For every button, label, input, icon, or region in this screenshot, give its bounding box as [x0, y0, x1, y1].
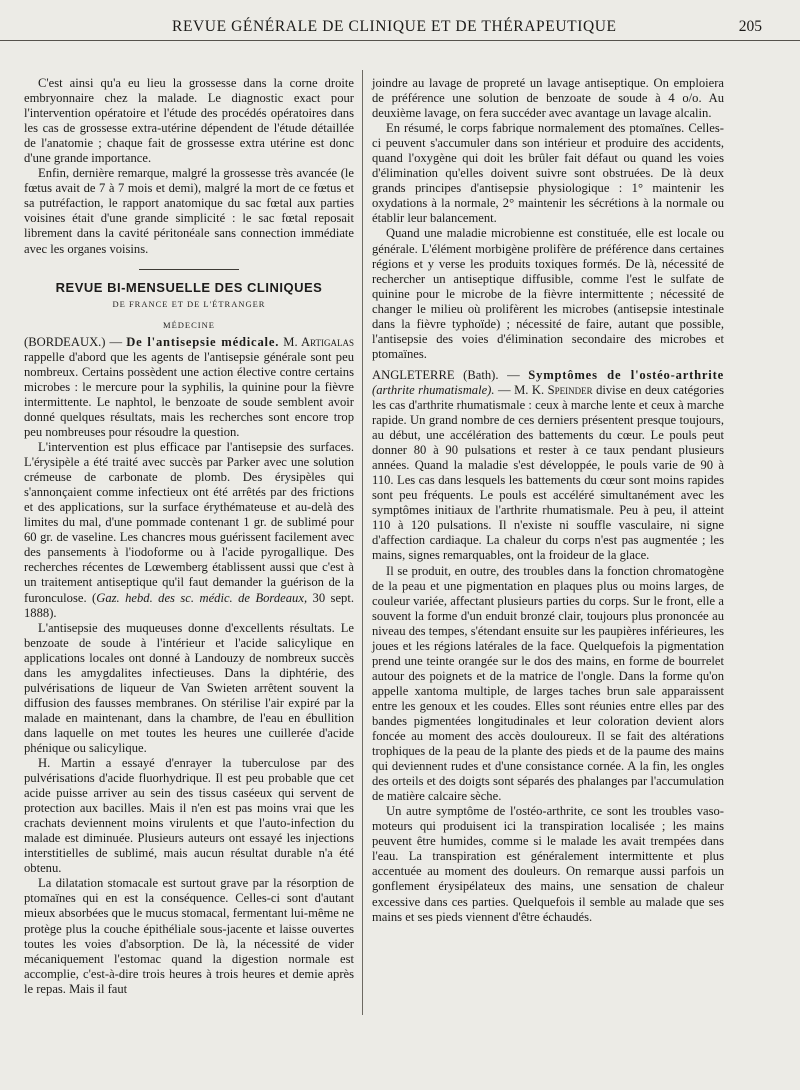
column-divider	[362, 70, 363, 1015]
article-osteo-arthrite	[372, 368, 724, 564]
journal-title: REVUE GÉNÉRALE DE CLINIQUE ET DE THÉRAPEUTIQUE	[172, 18, 617, 35]
paragraph: joindre au lavage de propreté un lavage antiseptique. On emploiera de préférence une solution de benzoate de soude à 4 o/o. Au deuxième lavage, on fera succéder avec avantage un lavage alcalin.	[372, 76, 724, 121]
citation: Gaz. hebd. des sc. médic. de Bordeaux,	[96, 590, 308, 605]
article-place: ANGLETERRE (Bath). —	[372, 367, 520, 382]
running-header	[0, 16, 800, 41]
section-category: MÉDECINE	[163, 319, 215, 330]
paragraph: En résumé, le corps fabrique normalement des ptomaïnes. Celles-ci peuvent s'accumuler dans son intérieur et produire des accidents, quand l'oxygène qui doit les brûler fait défaut ou quand les voies d'élimination qu'elles doivent suivre sont obstruées. De là deux grands principes d'antisepsie physiologique : 1° maintenir les oxydations à la normale, 2° maintenir les sécrétions à la normale ou établir leur balancement.	[372, 121, 724, 226]
section-subtitle: DE FRANCE ET DE L'ÉTRANGER	[112, 298, 266, 309]
paragraph: Quand une maladie microbienne est constituée, elle est locale ou générale. L'élément morbigène prolifère de préférence dans certaines régions et y verse les produits toxiques formés. De là, nécessité de rechercher un antiseptique diffusible, comme l'est le sulfate de quinine pour le microbe de la fièvre intermittente ; nécessité de changer le milieu où prolifèrent les microbes (antisepsie intestinale dans la fièvre typhoïde) ; nécessité de faire, autant que possible, l'antisepsie des voies d'élimination secondaire des microbes et ptomaïnes.	[372, 226, 724, 361]
article-heading: Symptômes de l'ostéo-arthrite	[528, 367, 724, 382]
section-rule	[139, 269, 239, 270]
paragraph: H. Martin a essayé d'enrayer la tuberculose par des pulvérisations d'acide fluorhydrique. Il est peu probable que cet acide puisse arriver au sein des tissus caséeux qui servent de protection aux bacilles. Mais il n'en est pas moins vrai que les crachats deviennent moins virulents et que l'auto-infection du malade est diminuée. Plusieurs auteurs ont essayé les injections interstitielles de sublimé, mais aucun résultat durable n'a été obtenu.	[24, 756, 354, 876]
article-author: M. Artigalas	[283, 334, 355, 349]
article-antisepsie	[24, 335, 354, 440]
paragraph-text: L'intervention est plus efficace par l'antisepsie des surfaces. L'érysipèle a été traité avec succès par Parker avec une solution crémeuse de carbonate de plomb. Des érysipèles qui s'annonçaient comme infectieux ont été arrêtés par des frictions et des applications, sur la surface érythémateuse et au-delà des limites du mal, d'une pommade contenant 1 gr. de sublimé pour 60 gr. de vaseline. Les chancres mous guérissent facilement avec des pansements à l'iodoforme ou à l'acide pyrogallique. Des recherches récentes de Lœwemberg établissent aussi que c'est à un traitement antiseptique qu'il faut demander la guérison de la furonculose. (	[24, 440, 354, 605]
left-column	[24, 76, 354, 997]
article-text: rappelle d'abord que les agents de l'antisepsie générale sont peu nombreux. Certains possèdent une action élective contre certains microbes : le mercure pour la syphilis, la quinine pour la fièvre intermittente. Le naphtol, le benzoate de soude semblent avoir donné quelques résultats, mais les recherches sont encore trop peu nombreuses pour résoudre la question.	[24, 349, 354, 439]
paragraph: La dilatation stomacale est surtout grave par la résorption de ptomaïnes qui en est la conséquence. Celles-ci sont d'autant mieux absorbées que le mucus stomacal, fermentant lui-même ne protège plus la couche épithéliale sous-jacente et laisse ouvertes toutes les voies d'absorption. De là, la nécessité de vider mécaniquement l'estomac quand la digestion normale est accomplie, c'est-à-dire trois heures à trois heures et demie après le repas. Mais il faut	[24, 876, 354, 996]
paragraph	[24, 440, 354, 621]
paragraph: C'est ainsi qu'a eu lieu la grossesse dans la corne droite embryonnaire chez la malade. Le diagnostic exact pour l'intervention opératoire et l'étude des procédés opératoires dans les cas de grossesse extra-utérine dépendent de l'étude détaillée de l'anatomie ; chaque fait de grossesse extra utérine est donc d'une grande importance.	[24, 76, 354, 166]
article-author: — M. K. Speinder	[494, 382, 593, 397]
article-place: (BORDEAUX.) —	[24, 334, 123, 349]
right-column	[372, 76, 724, 925]
citation-date: 30 sept. 1888).	[24, 590, 354, 620]
page-number: 205	[738, 18, 762, 35]
article-subtitle: (arthrite rhumatismale).	[372, 382, 495, 397]
paragraph: Enfin, dernière remarque, malgré la grossesse très avancée (le fœtus avait de 7 à 7 mois et demi), malgré la mort de ce fœtus et sa putréfaction, le rapport anatomique du sac fœtal aux parties voisines était d'une grande simplicité : le sac fœtal reposait librement dans la cavité péritonéale sans connection immédiate avec les organes voisins.	[24, 166, 354, 256]
paragraph: L'antisepsie des muqueuses donne d'excellents résultats. Le benzoate de soude à l'intérieur et l'acide salicylique en applications locales ont donné à Landouzy de nombreux succès dans les amygdalites infectieuses. Dans la diphtérie, des pulvérisations de liqueur de Van Swieten arrêtent souvent la diffusion des fausses membranes. On stérilise l'air expiré par la malade en maintenant, dans la chambre, de l'eau en ébullition dans laquelle on met toutes les heures une cuillerée d'acide phénique ou salicylique.	[24, 620, 354, 755]
paragraph: Il se produit, en outre, des troubles dans la fonction chromatogène de la peau et une pigmentation en plaques plus ou moins larges, de couleur variée, affectant plusieurs parties du corps. Sur le front, elle a souvent la forme d'un enduit bronzé clair, toujours plus prononcée au niveau des tempes, s'étendant ensuite sur les paupières inférieures, les joues et les régions latérales de la face. Quelquefois la pigmentation prend une teinte orangée sur le dos des mains, en forme de bourrelet autour des poignets et de la matrice de l'ongle. Dans la forme qu'on appelle xantoma multiple, de larges taches brun sale apparaissent entre les genoux et les coudes. Elles sont réunies entre elles par des bandes pigmentées longitudinales et leur coloration devient alors foncée au moment des accès douloureux. Il se fait des altérations trophiques de la peau de la plante des pieds et de la paume des mains qui deviennent rudes et d'une consistance cornée. A la fin, les ongles des orteils et des doigts sont séparés des phalanges par l'accumulation de matière calcaire sèche.	[372, 563, 724, 804]
paragraph: Un autre symptôme de l'ostéo-arthrite, ce sont les troubles vaso-moteurs qui produisent ici la transpiration localisée ; les mains peuvent être humides, comme si le malade les avait trempées dans l'eau. La transpiration est généralement intermittente et plus accentuée au moment des douleurs. On remarque aussi parfois un gonflement érysipélateux des mains, une sensation de chaleur excessive dans ces parties. Quelquefois il semble au malade que ses mains et ses pieds viennent d'être échaudés.	[372, 804, 724, 924]
article-text: divise en deux catégories les cas d'arthrite rhumatismale : ceux à marche lente et ceux à marche rapide. Un grand nombre de ces derniers présentent presque toujours, au début, une accélération des battements du cœur. Le pouls peut donner 80 à 90 pulsations et rester à ce taux pendant plusieurs années. Quand la maladie s'est développée, le pouls varie de 90 à 110. Les cas dans lesquels les battements du cœur sont moins rapides sont peu fréquents. Le pouls est accéléré simultanément avec les symptômes initiaux de l'arthrite rhumatismale. Peu à peu, il atteint 110 à 120 pulsations. Il n'existe ni souffle vasculaire, ni signe d'affection cardiaque. La chaleur du corps n'est pas augmentée ; les mains, signes remarquables, ont la froideur de la glace.	[372, 382, 724, 563]
article-heading: De l'antisepsie médicale.	[126, 334, 280, 349]
section-title: REVUE BI-MENSUELLE DES CLINIQUES	[55, 279, 323, 295]
